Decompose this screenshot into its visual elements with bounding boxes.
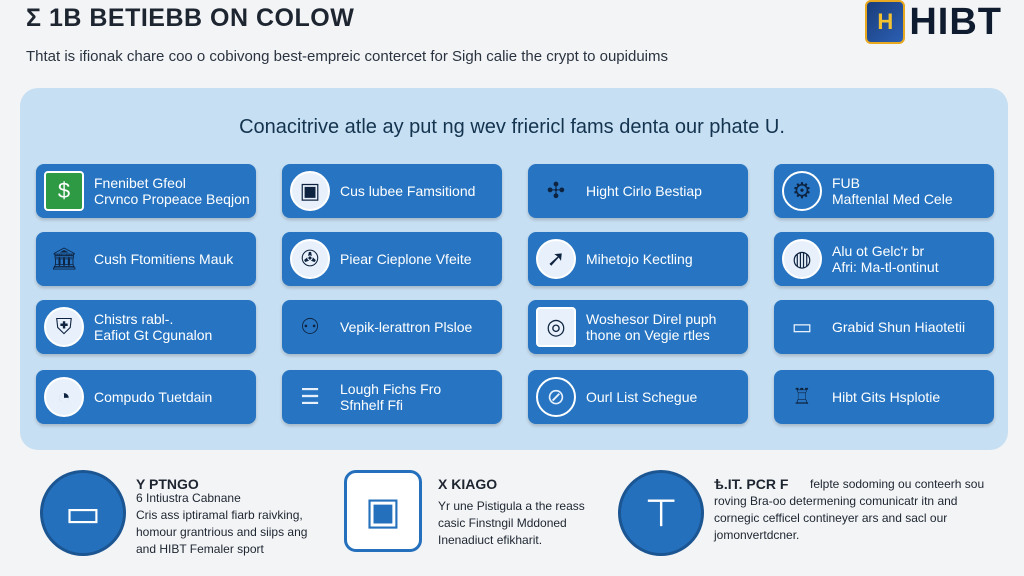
shield-icon: ⛨ [44, 307, 84, 347]
card-label: Chistrs rabl-. Eafiot Gt Cgunalon [94, 311, 213, 343]
feature-card[interactable] [528, 232, 748, 286]
card-label: Piear Cieplone Vfeite [340, 251, 472, 267]
brand-logo[interactable] [865, 0, 1002, 44]
cursor-icon: ➚ [536, 239, 576, 279]
card-label: Lough Fichs Fro Sfnhelf Ffi [340, 381, 442, 413]
bottom-feature-title: Y PTNGO [136, 476, 199, 492]
panel-heading: Conacitrive atle ay put ng wev friericl fams denta our phate U. [239, 116, 785, 138]
card-label: Grabid Shun Hiaotetii [832, 319, 966, 335]
compass-icon: ✇ [290, 239, 330, 279]
bottom-feature-body: Yr une Pistigula a the reass casic Finstngil Mddoned Inenadiuct efikharit. [438, 499, 585, 547]
feature-card[interactable] [282, 164, 502, 218]
bottom-feature-title: X KIAGO [438, 476, 498, 492]
feature-card[interactable] [528, 370, 748, 424]
card-label: Mihetojo Kectling [586, 251, 693, 267]
bottom-feature [618, 462, 1008, 572]
feature-card[interactable] [36, 232, 256, 286]
feature-card[interactable] [528, 164, 748, 218]
id-card-icon: ▣ [290, 171, 330, 211]
bottom-feature-body: 6 Intiustra Cabnane Cris ass iptiramal fiarb raivking, homour grantrious and siips ang and HIBT Femaler sport [136, 491, 308, 556]
card-label: Cush Ftomitiens Mauk [94, 251, 234, 267]
people-icon: ⚇ [290, 307, 330, 347]
card-label: Vepik-lerattron Plsloe [340, 319, 473, 335]
feature-card[interactable] [774, 300, 994, 354]
header-title: Σ 1B BETIEBB ON COLOW [26, 4, 355, 32]
network-icon: ✣ [536, 171, 576, 211]
feature-card[interactable] [282, 370, 502, 424]
card-label: Ourl List Schegue [586, 389, 698, 405]
feature-card[interactable] [282, 232, 502, 286]
feature-card[interactable] [528, 300, 748, 354]
feature-card[interactable] [282, 300, 502, 354]
logo-text: HIBT [909, 0, 1002, 43]
feature-card[interactable] [36, 164, 256, 218]
card-label: Alu ot Gelc'r br Afri: Ma-tl-ontinut [832, 243, 939, 275]
feature-card[interactable] [36, 300, 256, 354]
laptop-icon: ▭ [782, 307, 822, 347]
header-subtitle: Thtat is ifionak chare coo o cobivong best-empreic contercet for Sigh calie the crypt to oupiduims [26, 48, 668, 65]
card-label: Hibt Gits Hsplotie [832, 389, 941, 405]
feature-card[interactable] [36, 370, 256, 424]
monitor-icon: ▭ [40, 470, 126, 556]
bottom-feature-body: felpte sodoming ou conteerh sou roving Bra-oo determening comunicatr itn and cornegic cefficel contineyer ars and sacl our jomonvertdcner. [714, 477, 985, 542]
card-label: Woshesor Direl puph thone on Vegie rtles [586, 311, 717, 343]
router-icon: ⊤ [618, 470, 704, 556]
card-label: FUB Maftenlal Med Cele [832, 175, 953, 207]
bottom-feature-title: ѣ.IT. PCR F [714, 476, 789, 492]
card-label: Fnenibet Gfeol Crvnco Propeace Beqjon [94, 175, 250, 207]
tower-icon: ♖ [782, 377, 822, 417]
logo-mark-icon: H [865, 0, 905, 44]
document-icon: ▣ [344, 470, 422, 552]
target-icon: ◎ [536, 307, 576, 347]
bank-icon: 🏛 [44, 239, 84, 279]
feature-card[interactable] [774, 232, 994, 286]
card-label: Cus lubee Famsitiond [340, 183, 476, 199]
server-icon: ☰ [290, 377, 330, 417]
feature-card[interactable] [774, 164, 994, 218]
bottom-feature [40, 462, 330, 572]
card-label: Compudo Tuetdain [94, 389, 213, 405]
security-icon: ⚙ [782, 171, 822, 211]
bottom-feature [344, 462, 614, 572]
globe-icon: ◍ [782, 239, 822, 279]
chart-icon: ⊘ [536, 377, 576, 417]
clock-icon: ◔ [44, 377, 84, 417]
money-icon: $ [44, 171, 84, 211]
card-label: Hight Cirlo Bestiap [586, 183, 702, 199]
feature-card[interactable] [774, 370, 994, 424]
